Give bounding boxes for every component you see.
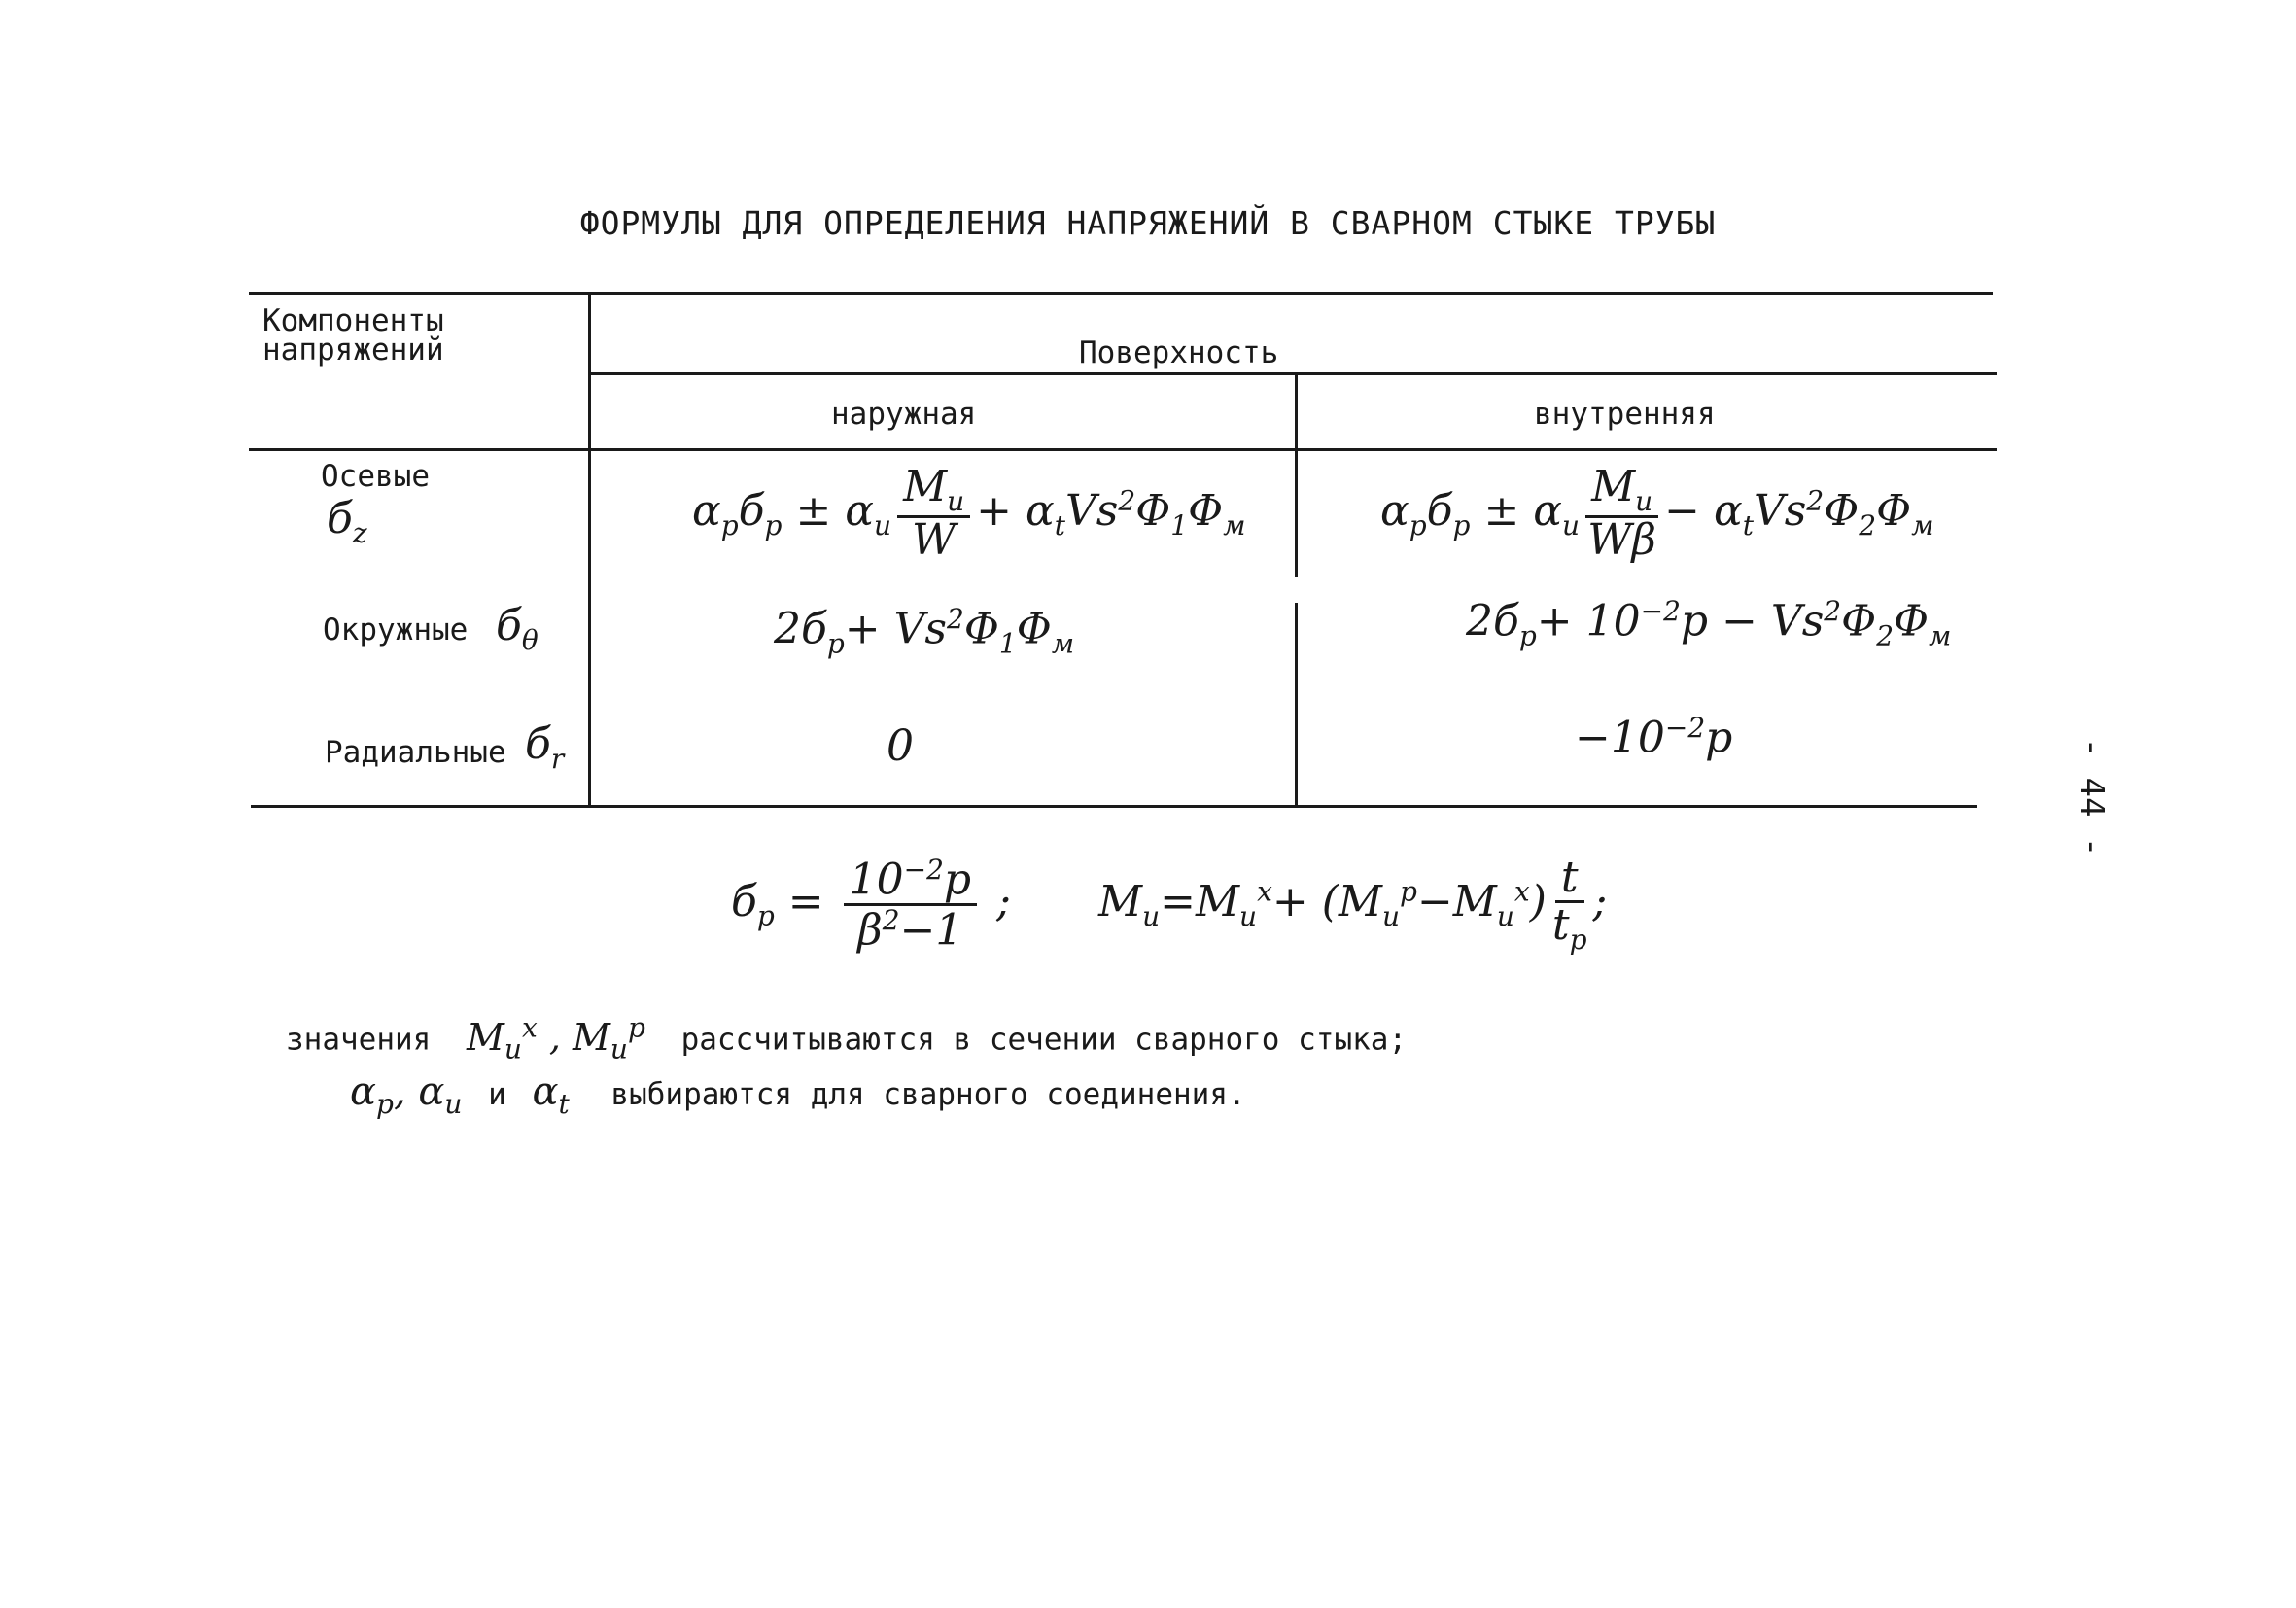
note-line-1	[286, 1011, 1407, 1065]
page-title: ФОРМУЛЫ ДЛЯ ОПРЕДЕЛЕНИЯ НАПРЯЖЕНИЙ В СВАРНОМ СТЫКЕ ТРУБЫ	[579, 204, 1717, 242]
formula-radial-inner: $-10^{-2}p$	[1575, 712, 1733, 763]
row-radial-symbol: $б_r$	[525, 719, 565, 775]
row-axial-label: Осевые	[321, 459, 430, 494]
formula-radial-outer: 0	[887, 721, 914, 771]
note-line-2	[350, 1069, 1246, 1120]
row-axial-symbol: $б_z$	[327, 494, 367, 549]
header-components-line2: напряжений	[262, 332, 444, 367]
surface-header-rule	[591, 372, 1997, 375]
header-components	[262, 303, 444, 367]
note-line-2-coefficients: $\alpha_p$, $\alpha_и$	[350, 1069, 463, 1120]
formula-hoop-inner: $2б_p+ 10^{-2}p - Vs^2\Phi_2\Phi_м$	[1466, 595, 1952, 652]
formula-axial-outer: $\alpha_pб_p \pm \alpha_и$ $\frac{M_и}{W}$ + $\alpha_tVs^2\Phi_1\Phi_м$	[692, 462, 1246, 566]
formula-sigma-p: $б_p$ = $\frac{10^{-2}p}{\beta^2-1}$ ;	[731, 854, 1011, 956]
note-line-2-suffix: выбираются для сварного соединения.	[610, 1077, 1246, 1112]
table-bottom-rule	[251, 805, 1977, 808]
surface-column-divider	[1295, 372, 1298, 577]
note-line-1-moments: $M_и^x$ , $M_и^p$	[466, 1011, 645, 1066]
page-number: - 44 -	[2072, 737, 2111, 857]
row-hoop-symbol: $б_\theta$	[496, 601, 539, 656]
header-inner: внутренняя	[1534, 397, 1716, 432]
formula-hoop-outer: $2б_p+ Vs^2\Phi_1\Phi_м$	[774, 603, 1075, 660]
header-outer: наружная	[831, 397, 977, 432]
note-line-2-alpha-t: $\alpha_t$	[532, 1069, 570, 1120]
header-surface: Поверхность	[1079, 335, 1279, 370]
first-column-divider	[588, 292, 591, 807]
note-line-1-prefix: значения	[286, 1022, 432, 1058]
header-components-line1: Компоненты	[262, 303, 444, 338]
header-bottom-rule	[249, 448, 1997, 451]
formula-axial-inner: $\alpha_pб_p \pm \alpha_и$ $\frac{M_и}{W\beta}$ − $\alpha_tVs^2\Phi_2\Phi_м$	[1380, 462, 1934, 566]
formula-moment: $M_и=M_и^x+ (M_и^p-M_и^x)$ $\frac{t}{t_p}$ ;	[1098, 853, 1608, 956]
row-hoop-label: Окружные	[323, 612, 469, 647]
note-line-1-suffix: рассчитываются в сечении сварного стыка;	[680, 1022, 1408, 1058]
row-radial-label: Радиальные	[325, 735, 506, 770]
table-top-rule	[249, 292, 1993, 295]
note-line-2-and: и	[488, 1077, 506, 1112]
surface-column-divider-lower	[1295, 603, 1298, 807]
